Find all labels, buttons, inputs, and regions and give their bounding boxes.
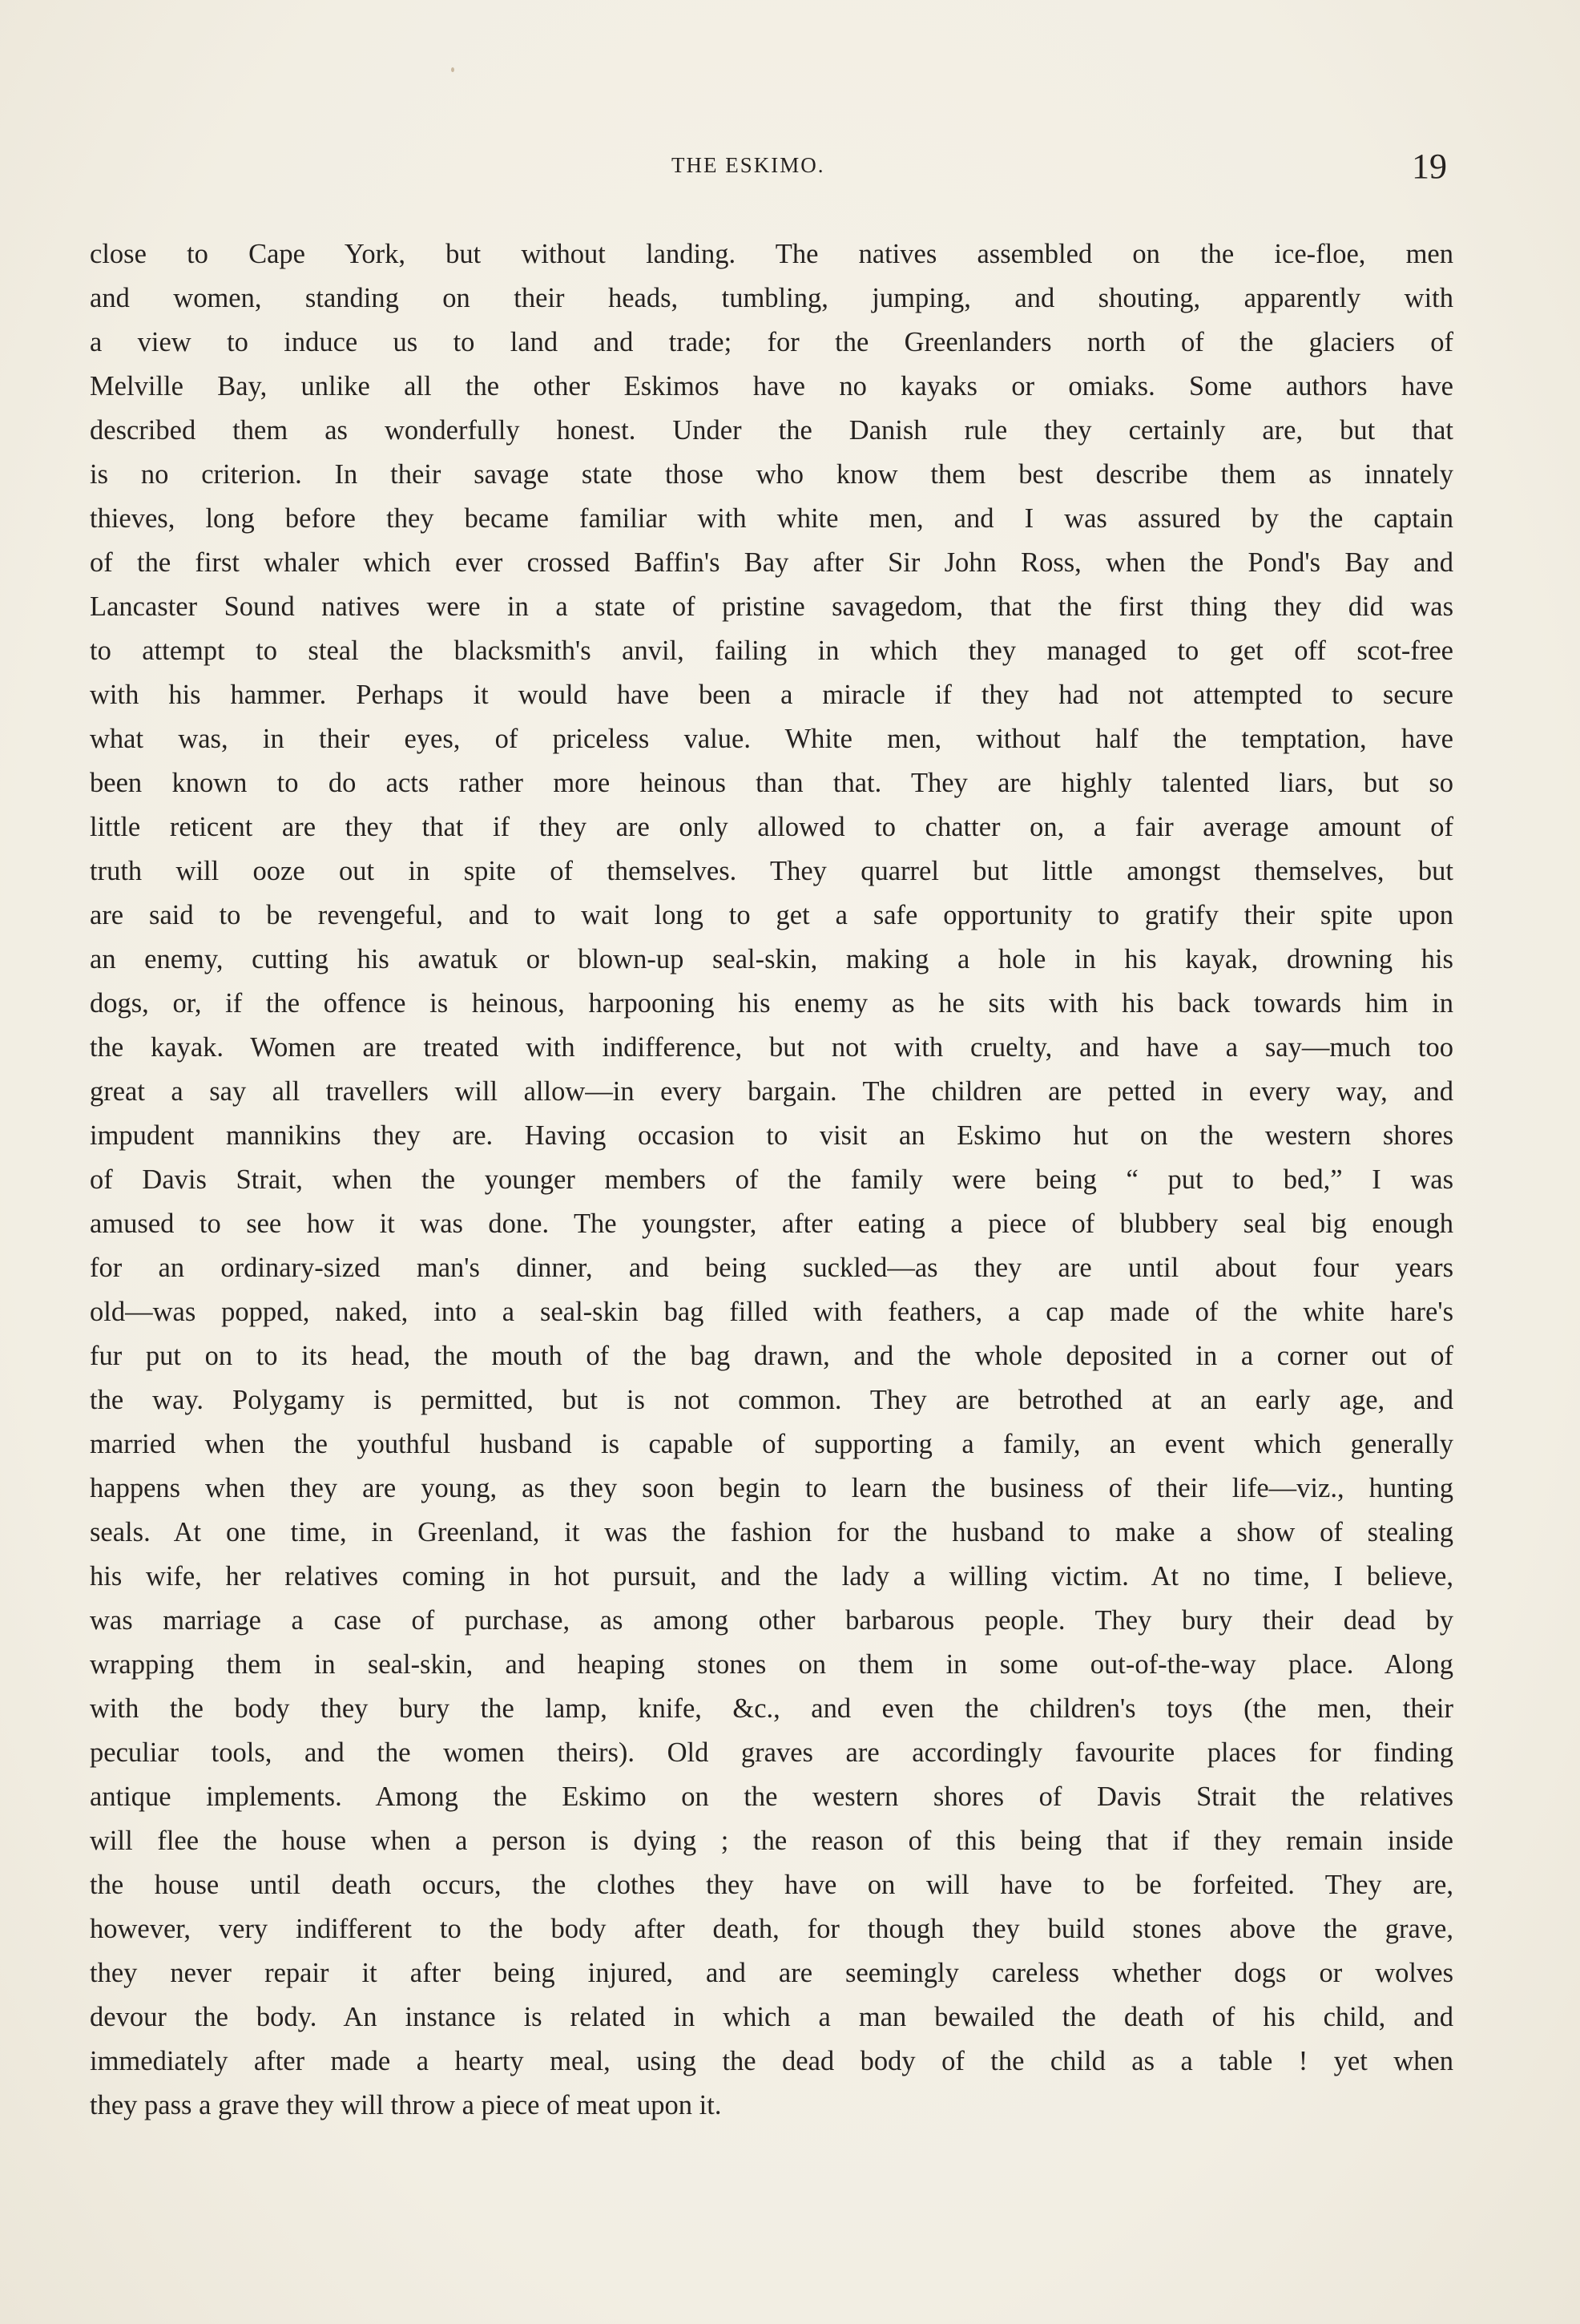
- text-line: truth will ooze out in spite of themselves. They quarrel but little amongst themselves, but: [90, 856, 1453, 886]
- text-line: close to Cape York, but without landing. The natives assembled on the ice-floe, men: [90, 239, 1453, 269]
- text-line: little reticent are they that if they are only allowed to chatter on, a fair average amount of: [90, 812, 1453, 842]
- text-line: immediately after made a hearty meal, using the dead body of the child as a table ! yet when: [90, 2046, 1453, 2076]
- text-line: great a say all travellers will allow—in every bargain. The children are petted in every way, and: [90, 1076, 1453, 1107]
- body-text: [90, 232, 1453, 2128]
- text-line: a view to induce us to land and trade; for the Greenlanders north of the glaciers of: [90, 327, 1453, 357]
- text-line: however, very indifferent to the body after death, for though they build stones above the grave,: [90, 1914, 1453, 1944]
- text-line: impudent mannikins they are. Having occasion to visit an Eskimo hut on the western shores: [90, 1120, 1453, 1151]
- text-line: thieves, long before they became familiar with white men, and I was assured by the captain: [90, 503, 1453, 534]
- text-line: married when the youthful husband is capable of supporting a family, an event which generally: [90, 1429, 1453, 1459]
- text-line: Melville Bay, unlike all the other Eskimos have no kayaks or omiaks. Some authors have: [90, 371, 1453, 401]
- text-line: old—was popped, naked, into a seal-skin bag filled with feathers, a cap made of the white hare's: [90, 1297, 1453, 1327]
- running-title: THE ESKIMO.: [671, 153, 825, 177]
- text-line: his wife, her relatives coming in hot pursuit, and the lady a willing victim. At no time, I believe,: [90, 1561, 1453, 1592]
- text-line: of the first whaler which ever crossed Baffin's Bay after Sir John Ross, when the Pond's Bay and: [90, 547, 1453, 578]
- text-line: what was, in their eyes, of priceless value. White men, without half the temptation, have: [90, 724, 1453, 754]
- text-line: the way. Polygamy is permitted, but is not common. They are betrothed at an early age, and: [90, 1385, 1453, 1415]
- text-line: amused to see how it was done. The youngster, after eating a piece of blubbery seal big enough: [90, 1208, 1453, 1239]
- text-line: happens when they are young, as they soon begin to learn the business of their life—viz., hunting: [90, 1473, 1453, 1503]
- text-line: peculiar tools, and the women theirs). Old graves are accordingly favourite places for finding: [90, 1737, 1453, 1768]
- text-line: described them as wonderfully honest. Under the Danish rule they certainly are, but that: [90, 415, 1453, 446]
- text-line: will flee the house when a person is dying ; the reason of this being that if they remain inside: [90, 1826, 1453, 1856]
- text-line: for an ordinary-sized man's dinner, and being suckled—as they are until about four years: [90, 1253, 1453, 1283]
- text-line: Lancaster Sound natives were in a state of pristine savagedom, that the first thing they did was: [90, 591, 1453, 622]
- text-line: are said to be revengeful, and to wait long to get a safe opportunity to gratify their spite upon: [90, 900, 1453, 930]
- page-number: 19: [1412, 147, 1447, 186]
- text-line: devour the body. An instance is related in which a man bewailed the death of his child, and: [90, 2002, 1453, 2032]
- text-line: with the body they bury the lamp, knife, &c., and even the children's toys (the men, their: [90, 1693, 1453, 1724]
- text-line: wrapping them in seal-skin, and heaping stones on them in some out-of-the-way place. Along: [90, 1649, 1453, 1680]
- running-header: [0, 149, 1580, 197]
- text-line: and women, standing on their heads, tumbling, jumping, and shouting, apparently with: [90, 283, 1453, 313]
- text-line: with his hammer. Perhaps it would have been a miracle if they had not attempted to secure: [90, 680, 1453, 710]
- text-line: the kayak. Women are treated with indifference, but not with cruelty, and have a say—much too: [90, 1032, 1453, 1063]
- paper-speck: [451, 67, 454, 72]
- text-line: was marriage a case of purchase, as among other barbarous people. They bury their dead by: [90, 1605, 1453, 1636]
- text-line-last: they pass a grave they will throw a piece of meat upon it.: [90, 2090, 722, 2120]
- text-line: dogs, or, if the offence is heinous, harpooning his enemy as he sits with his back towards him in: [90, 988, 1453, 1019]
- text-line: of Davis Strait, when the younger members of the family were being “ put to bed,” I was: [90, 1164, 1453, 1195]
- text-line: antique implements. Among the Eskimo on the western shores of Davis Strait the relatives: [90, 1781, 1453, 1812]
- text-line: seals. At one time, in Greenland, it was the fashion for the husband to make a show of stealing: [90, 1517, 1453, 1547]
- text-line: is no criterion. In their savage state those who know them best describe them as innately: [90, 459, 1453, 490]
- text-line: to attempt to steal the blacksmith's anvil, failing in which they managed to get off scot-free: [90, 635, 1453, 666]
- text-line: they never repair it after being injured, and are seemingly careless whether dogs or wolves: [90, 1958, 1453, 1988]
- text-line: fur put on to its head, the mouth of the bag drawn, and the whole deposited in a corner out of: [90, 1341, 1453, 1371]
- text-line: the house until death occurs, the clothes they have on will have to be forfeited. They are,: [90, 1870, 1453, 1900]
- text-line: been known to do acts rather more heinous than that. They are highly talented liars, but so: [90, 768, 1453, 798]
- text-line: an enemy, cutting his awatuk or blown-up seal-skin, making a hole in his kayak, drowning his: [90, 944, 1453, 974]
